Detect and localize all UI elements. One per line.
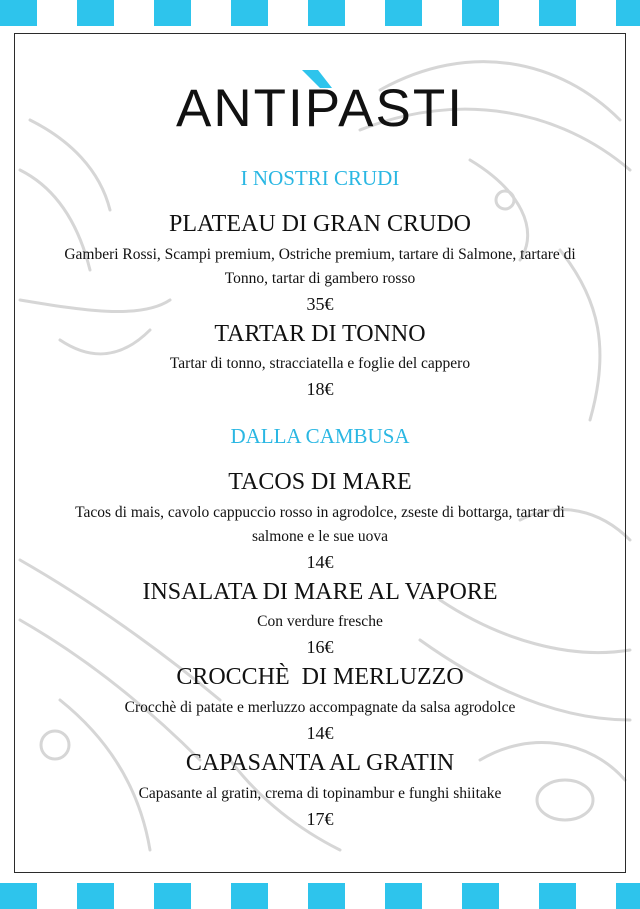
- dish-price: 14€: [306, 723, 334, 744]
- menu-content: [30, 48, 610, 836]
- dish-price: 35€: [306, 293, 334, 314]
- menu-item: [30, 750, 610, 830]
- menu-item: [30, 211, 610, 315]
- dish-name: INSALATA DI MARE AL VAPORE: [142, 578, 498, 605]
- dish-description: Tacos di mais, cavolo cappuccio rosso in agrodolce, zseste di bottarga, tartar di salmone e le sue uova: [75, 503, 565, 545]
- title-block: [30, 48, 610, 148]
- dish-price: 14€: [306, 551, 334, 572]
- menu-item: [30, 579, 610, 659]
- dish-name: CAPASANTA AL GRATIN: [185, 750, 455, 777]
- menu-item: [30, 664, 610, 744]
- dish-description: Gamberi Rossi, Scampi premium, Ostriche premium, tartare di Salmone, tartare di Tonno, tartar di gambero rosso: [64, 245, 576, 287]
- dish-name: CROCCHÈ DI MERLUZZO: [176, 664, 464, 691]
- section-title-cambusa: DALLA CAMBUSA: [230, 424, 410, 449]
- dish-price: 16€: [306, 637, 334, 658]
- dish-description: Tartar di tonno, stracciatella e foglie del cappero: [169, 355, 471, 373]
- dish-name: TACOS DI MARE: [228, 469, 412, 496]
- dish-description: Con verdure fresche: [257, 613, 383, 631]
- dish-price: 18€: [306, 379, 334, 400]
- dish-name: TARTAR DI TONNO: [214, 320, 426, 347]
- dish-description: Crocchè di patate e merluzzo accompagnate da salsa agrodolce: [124, 699, 516, 717]
- menu-item: [30, 321, 610, 401]
- dish-description: Capasante al gratin, crema di topinambur e funghi shiitake: [138, 784, 502, 802]
- menu-item: [30, 469, 610, 573]
- dish-price: 17€: [306, 808, 334, 829]
- section-title-crudi: I NOSTRI CRUDI: [240, 166, 400, 190]
- dish-name: PLATEAU DI GRAN CRUDO: [168, 211, 471, 237]
- page-title: ANTIPASTI: [176, 79, 464, 138]
